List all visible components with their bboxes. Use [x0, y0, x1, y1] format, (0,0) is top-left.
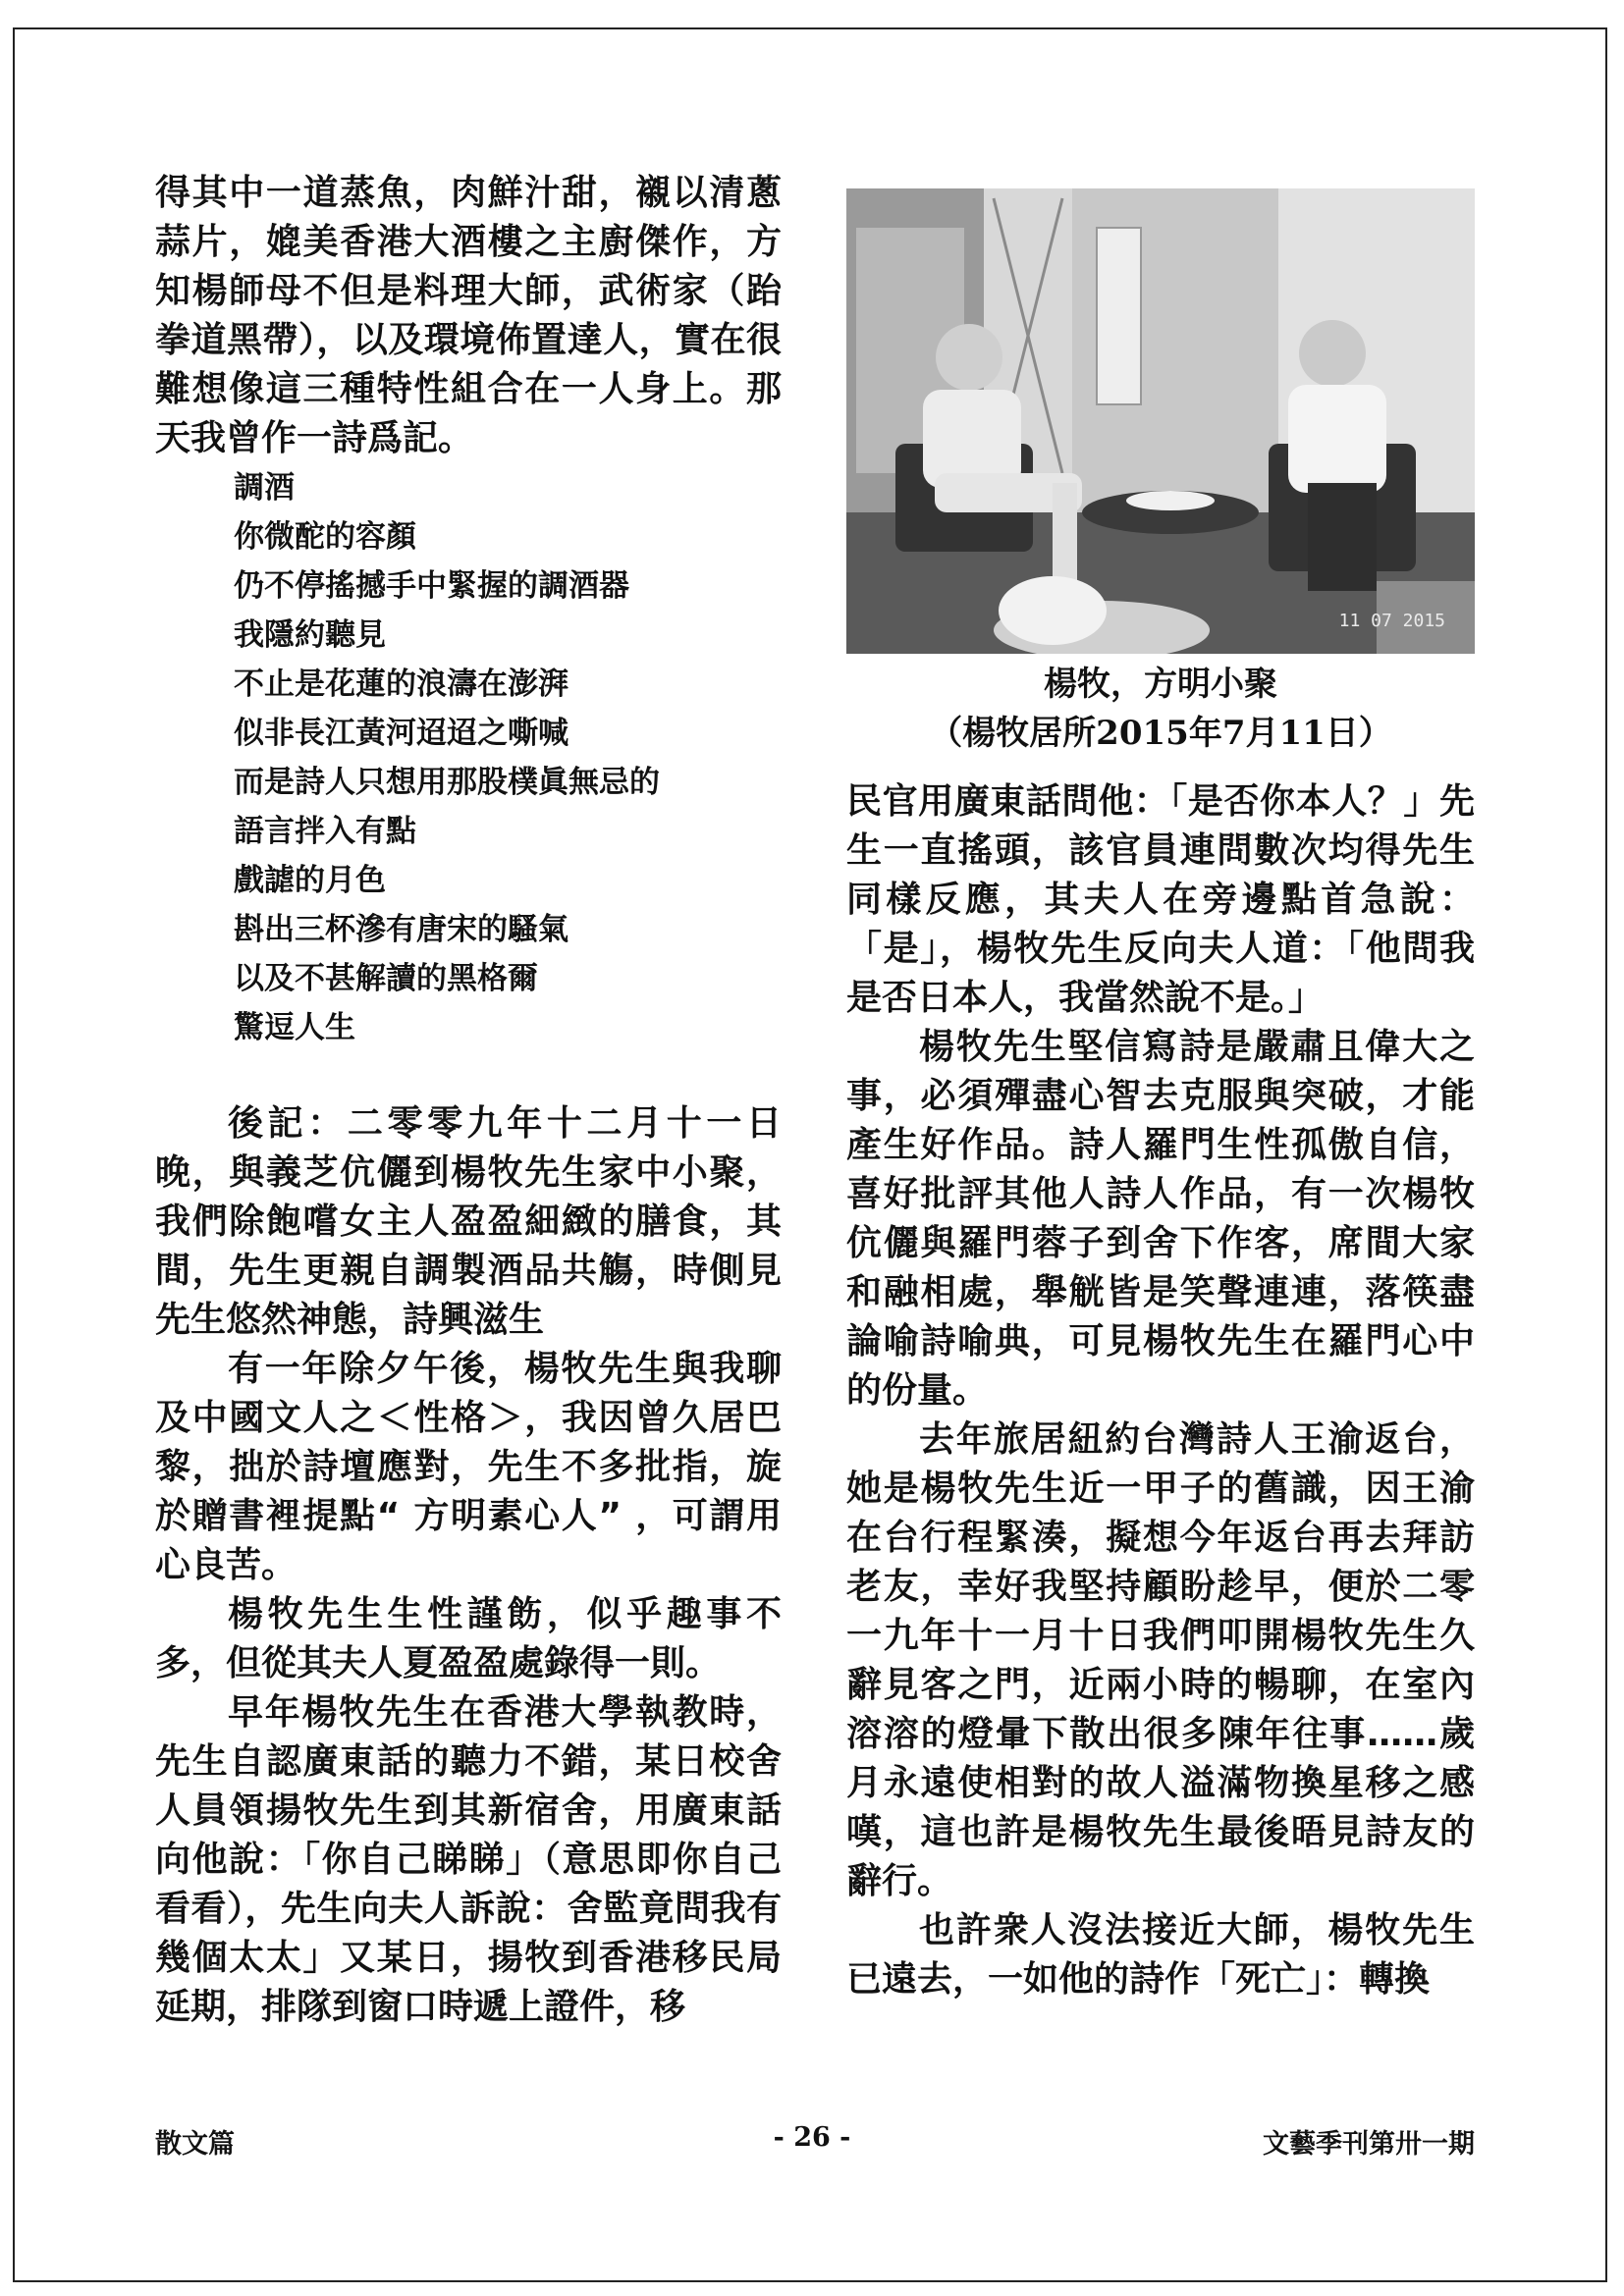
paragraph-new-year: 有一年除夕午後，楊牧先生與我聊及中國文人之＜性格＞，我因曾久居巴黎，拙於詩壇應對，先生不多批指，旋於贈書裡提點“ 方明素心人” ，可謂用心良苦。 — [155, 1349, 782, 1585]
paragraph-intro: 得其中一道蒸魚，肉鮮汁甜，襯以清蔥蒜片，媲美香港大酒樓之主廚傑作，方知楊師母不但是料理大師，武術家（跆拳道黑帶），以及環境佈置達人，實在很難想像這三種特性組合在一人身上。那天我曾作一詩爲記。 — [155, 173, 782, 458]
poem-block — [234, 463, 782, 1052]
spacer — [155, 1052, 782, 1099]
photo-illustration — [846, 188, 1475, 654]
paragraph-cautious: 楊牧先生生性謹飭，似乎趣事不多，但從其夫人夏盈盈處錄得一則。 — [155, 1594, 782, 1683]
poem-line: 似非長江黃河迢迢之嘶喊 — [234, 716, 568, 751]
paragraph-immigration: 民官用廣東話問他：「是否你本人？」先生一直搖頭，該官員連問數次均得先生同樣反應，其夫人在旁邊點首急說：「是」，楊牧先生反向夫人道：「他問我是否日本人，我當然說不是。」 — [846, 781, 1475, 1018]
caption-line-2: （楊牧居所2015年7月11日） — [929, 714, 1392, 753]
paragraph-visit: 去年旅居紐約台灣詩人王渝返台，她是楊牧先生近一甲子的舊識，因王渝在台行程緊湊，擬想今年返台再去拜訪老友，幸好我堅持顧盼趁早，便於二零一九年十一月十日我們叩開楊牧先生久辭見客之門，近兩小時的暢聊，在室內溶溶的燈暈下散出很多陳年往事……歲月永遠使相對的故人溢滿物換星移之感嘆，這也許是楊牧先生最後晤見詩友的辭行。 — [846, 1419, 1475, 1901]
poem-line: 驚逗人生 — [234, 1010, 355, 1045]
poem-line: 我隱約聽見 — [234, 617, 386, 653]
right-column — [846, 777, 1475, 2004]
photo-caption — [846, 660, 1475, 758]
left-column — [155, 169, 782, 2032]
poem-line: 語言拌入有點 — [234, 814, 416, 849]
poem-title: 調酒 — [234, 470, 295, 506]
poem-line: 仍不停搖撼手中緊握的調酒器 — [234, 568, 629, 604]
paragraph-closing: 也許衆人沒法接近大師，楊牧先生已遠去，一如他的詩作「死亡」：轉換 — [846, 1910, 1475, 2000]
poem-line: 以及不甚解讀的黑格爾 — [234, 961, 538, 996]
footer-page-number: - 26 - — [773, 2122, 851, 2153]
paragraph-belief: 楊牧先生堅信寫詩是嚴肅且偉大之事，必須殫盡心智去克服與突破，才能產生好作品。詩人羅門生性孤傲自信，喜好批評其他人詩人作品，有一次楊牧伉儷與羅門蓉子到舍下作客，席間大家和融相處，舉觥皆是笑聲連連，落筷盡論喻詩喻典，可見楊牧先生在羅門心中的份量。 — [846, 1027, 1475, 1411]
poem-line: 你微酡的容顏 — [234, 519, 416, 555]
poem-line: 而是詩人只想用那股樸眞無忌的 — [234, 765, 660, 800]
poem-line: 不止是花蓮的浪濤在澎湃 — [234, 667, 568, 702]
poem-line: 斟出三杯滲有唐宋的騷氣 — [234, 912, 568, 947]
paragraph-postscript: 後記：二零零九年十二月十一日晚，與義芝伉儷到楊牧先生家中小聚，我們除飽嚐女主人盈盈細緻的膳食，其間，先生更親自調製酒品共觴，時側見先生悠然神態，詩興滋生 — [155, 1103, 782, 1340]
photo-date-stamp: 11 07 2015 — [1338, 611, 1445, 631]
photo-two-men-seated — [846, 188, 1475, 654]
paragraph-hku: 早年楊牧先生在香港大學執教時，先生自認廣東話的聽力不錯，某日校舍人員領揚牧先生到其新宿舍，用廣東話向他說：「你自己睇睇」（意思即你自己看看），先生向夫人訴說：舍監竟問我有幾個太太」又某日，揚牧到香港移民局延期，排隊到窗口時遞上證件，移 — [155, 1692, 782, 2027]
poem-line: 戲謔的月色 — [234, 863, 386, 898]
footer-issue-label: 文藝季刊第卅一期 — [1263, 2129, 1475, 2160]
footer-section-label: 散文篇 — [155, 2129, 235, 2160]
caption-line-1: 楊牧，方明小聚 — [1044, 665, 1277, 704]
